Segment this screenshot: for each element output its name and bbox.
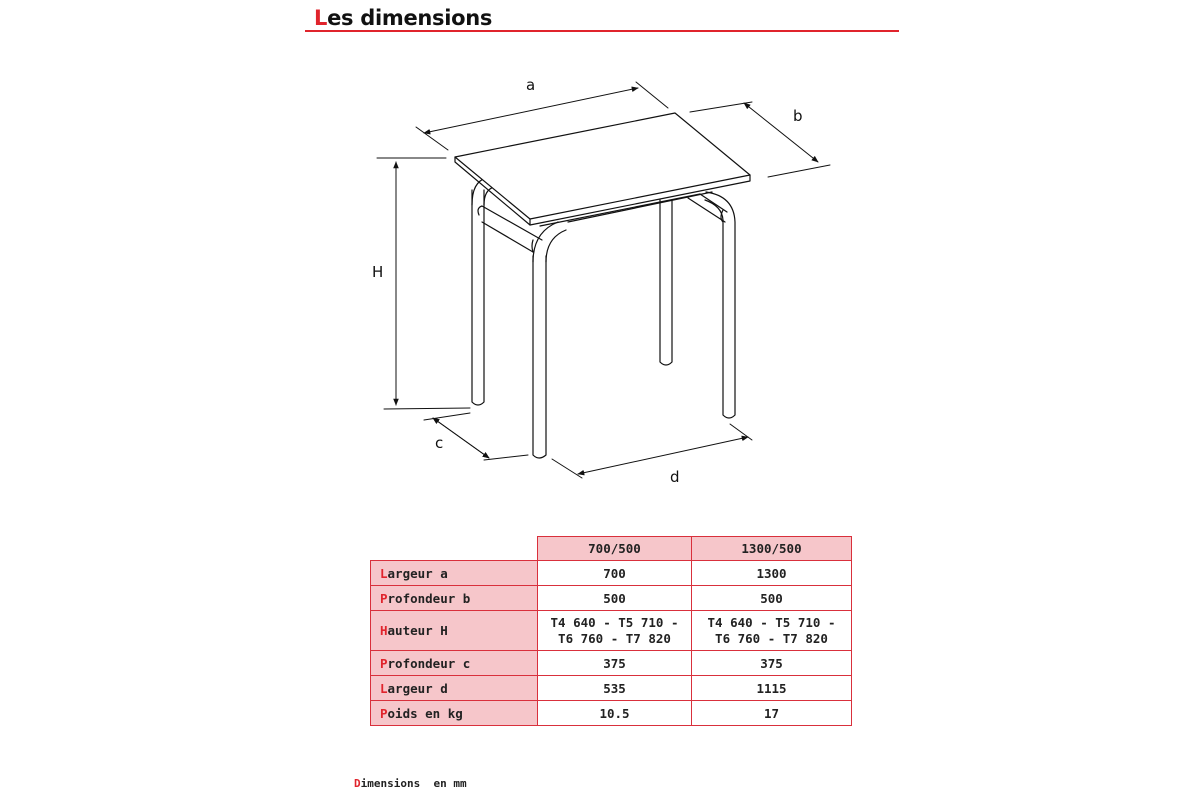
back-right-leg (660, 200, 672, 365)
table-cell: 375 (538, 651, 692, 676)
row-header-text: oids en kg (387, 705, 463, 721)
row-header-text: rofondeur b (387, 590, 471, 606)
arrow-b (744, 103, 818, 162)
row-header (371, 586, 538, 611)
title-text: es dimensions (327, 6, 493, 30)
row-header-initial: L (380, 565, 388, 581)
row-header-initial: P (380, 590, 388, 606)
front-left-leg (533, 256, 546, 458)
cell-text: T4 640 - T5 710 - T6 760 - T7 820 (707, 614, 836, 646)
footnote-initial: D (354, 777, 361, 790)
table-cell: 375 (692, 651, 852, 676)
row-header-initial: H (380, 622, 388, 638)
dimensions-table (370, 536, 852, 726)
table-row (371, 651, 852, 676)
table-row (371, 611, 852, 651)
row-header (371, 676, 538, 701)
row-header-text: argeur a (387, 565, 448, 581)
row-header-text: argeur d (387, 680, 448, 696)
row-header (371, 701, 538, 726)
column-header: 700/500 (538, 537, 692, 561)
table-cell (692, 611, 852, 651)
row-header-initial: L (380, 680, 388, 696)
label-a: a (526, 76, 536, 94)
row-header (371, 561, 538, 586)
right-frame (688, 192, 735, 418)
row-header-text: rofondeur c (387, 655, 471, 671)
table-cell: 17 (692, 701, 852, 726)
arrow-d (578, 437, 748, 474)
footnote-text: imensions en mm (360, 777, 467, 790)
units-footnote (354, 777, 467, 790)
cell-text: T4 640 - T5 710 - T6 760 - T7 820 (550, 614, 679, 646)
column-header: 1300/500 (692, 537, 852, 561)
table-header-row (371, 537, 852, 561)
row-header-initial: P (380, 705, 388, 721)
table-cell (538, 611, 692, 651)
table-row (371, 586, 852, 611)
table-cell: 1115 (692, 676, 852, 701)
label-d: d (670, 468, 680, 486)
label-H: H (372, 263, 384, 281)
row-header-text: auteur H (387, 622, 448, 638)
table-cell: 700 (538, 561, 692, 586)
label-b: b (793, 107, 803, 125)
table-cell: 1300 (692, 561, 852, 586)
table-row (371, 676, 852, 701)
label-c: c (435, 434, 444, 452)
table-cell: 500 (692, 586, 852, 611)
table-row (371, 701, 852, 726)
row-header (371, 651, 538, 676)
table-top (455, 113, 750, 225)
row-header (371, 611, 538, 651)
title-initial: L (314, 6, 328, 30)
table-cell: 500 (538, 586, 692, 611)
row-header-initial: P (380, 655, 388, 671)
table-row (371, 561, 852, 586)
table-cell: 10.5 (538, 701, 692, 726)
header-blank-cell (371, 537, 538, 561)
table-cell: 535 (538, 676, 692, 701)
